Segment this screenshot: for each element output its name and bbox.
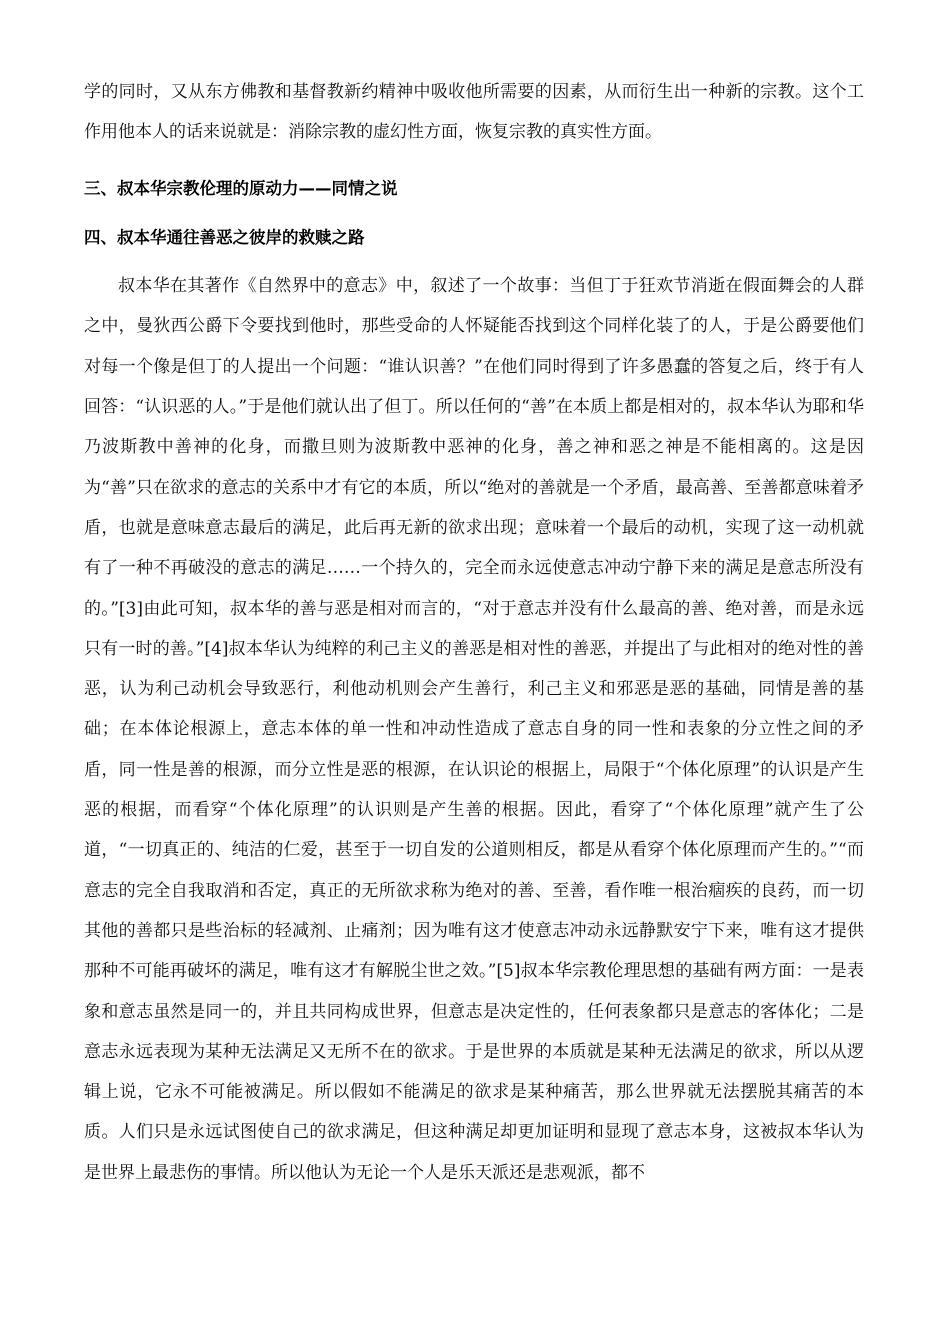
section-heading-4: 四、叔本华通往善恶之彼岸的救赎之路 <box>84 227 365 247</box>
continued-paragraph: 学的同时，又从东方佛教和基督教新约精神中吸收他所需要的因素，从而衍生出一种新的宗教。这个工作用他本人的话来说就是：消除宗教的虚幻性方面，恢复宗教的真实性方面。 <box>84 82 864 143</box>
section-heading-3: 三、叔本华宗教伦理的原动力——同情之说 <box>84 178 398 198</box>
document-page <box>84 72 864 1193</box>
body-paragraph: 叔本华在其著作《自然界中的意志》中，叙述了一个故事：当但丁于狂欢节消逝在假面舞会的人群之中，曼狄西公爵下令要找到他时，那些受命的人怀疑能否找到这个同样化装了的人，于是公爵要他们对每一个像是但丁的人提出一个问题：“谁认识善？”在他们同时得到了许多愚蠢的答复之后，终于有人回答：“认识恶的人。”于是他们就认出了但丁。所以任何的“善”在本质上都是相对的，叔本华认为耶和华乃波斯教中善神的化身，而撒旦则为波斯教中恶神的化身，善之神和恶之神是不能相离的。这是因为“善”只在欲求的意志的关系中才有它的本质，所以“绝对的善就是一个矛盾，最高善、至善都意味着矛盾，也就是意味意志最后的满足，此后再无新的欲求出现；意味着一个最后的动机，实现了这一动机就有了一种不再破没的意志的满足……一个持久的，完全而永远使意志冲动宁静下来的满足是意志所没有的。”[3]由此可知，叔本华的善与恶是相对而言的，“对于意志并没有什么最高的善、绝对善，而是永远只有一时的善。”[4]叔本华认为纯粹的利己主义的善恶是相对性的善恶，并提出了与此相对的绝对性的善恶，认为利己动机会导致恶行，利他动机则会产生善行，利己主义和邪恶是恶的基础，同情是善的基础；在本体论根源上，意志本体的单一性和冲动性造成了意志自身的同一性和表象的分立性之间的矛盾，同一性是善的根源，而分立性是恶的根源，在认识论的根据上，局限于“个体化原理”的认识是产生恶的根据，而看穿“个体化原理”的认识则是产生善的根据。因此，看穿了“个体化原理”就产生了公道，“一切真正的、纯洁的仁爱，甚至于一切自发的公道则相反，都是从看穿个体化原理而产生的。”“而意志的完全自我取消和否定，真正的无所欲求称为绝对的善、至善，看作唯一根治痼疾的良药，而一切其他的善都只是些治标的轻减剂、止痛剂；因为唯有这才使意志冲动永远静默安宁下来，唯有这才提供那种不可能再破坏的满足，唯有这才有解脱尘世之效。”[5]叔本华宗教伦理思想的基础有两方面：一是表象和意志虽然是同一的，并且共同构成世界，但意志是决定性的，任何表象都只是意志的客体化；二是意志永远表现为某种无法满足又无所不在的欲求。于是世界的本质就是某种无法满足的欲求，所以从逻辑上说，它永不可能被满足。所以假如不能满足的欲求是某种痛苦，那么世界就无法摆脱其痛苦的本质。人们只是永远试图使自己的欲求满足，但这种满足却更加证明和显现了意志本身，这被叔本华认为是世界上最悲伤的事情。所以他认为无论一个人是乐天派还是悲观派，都不 <box>84 276 864 1183</box>
